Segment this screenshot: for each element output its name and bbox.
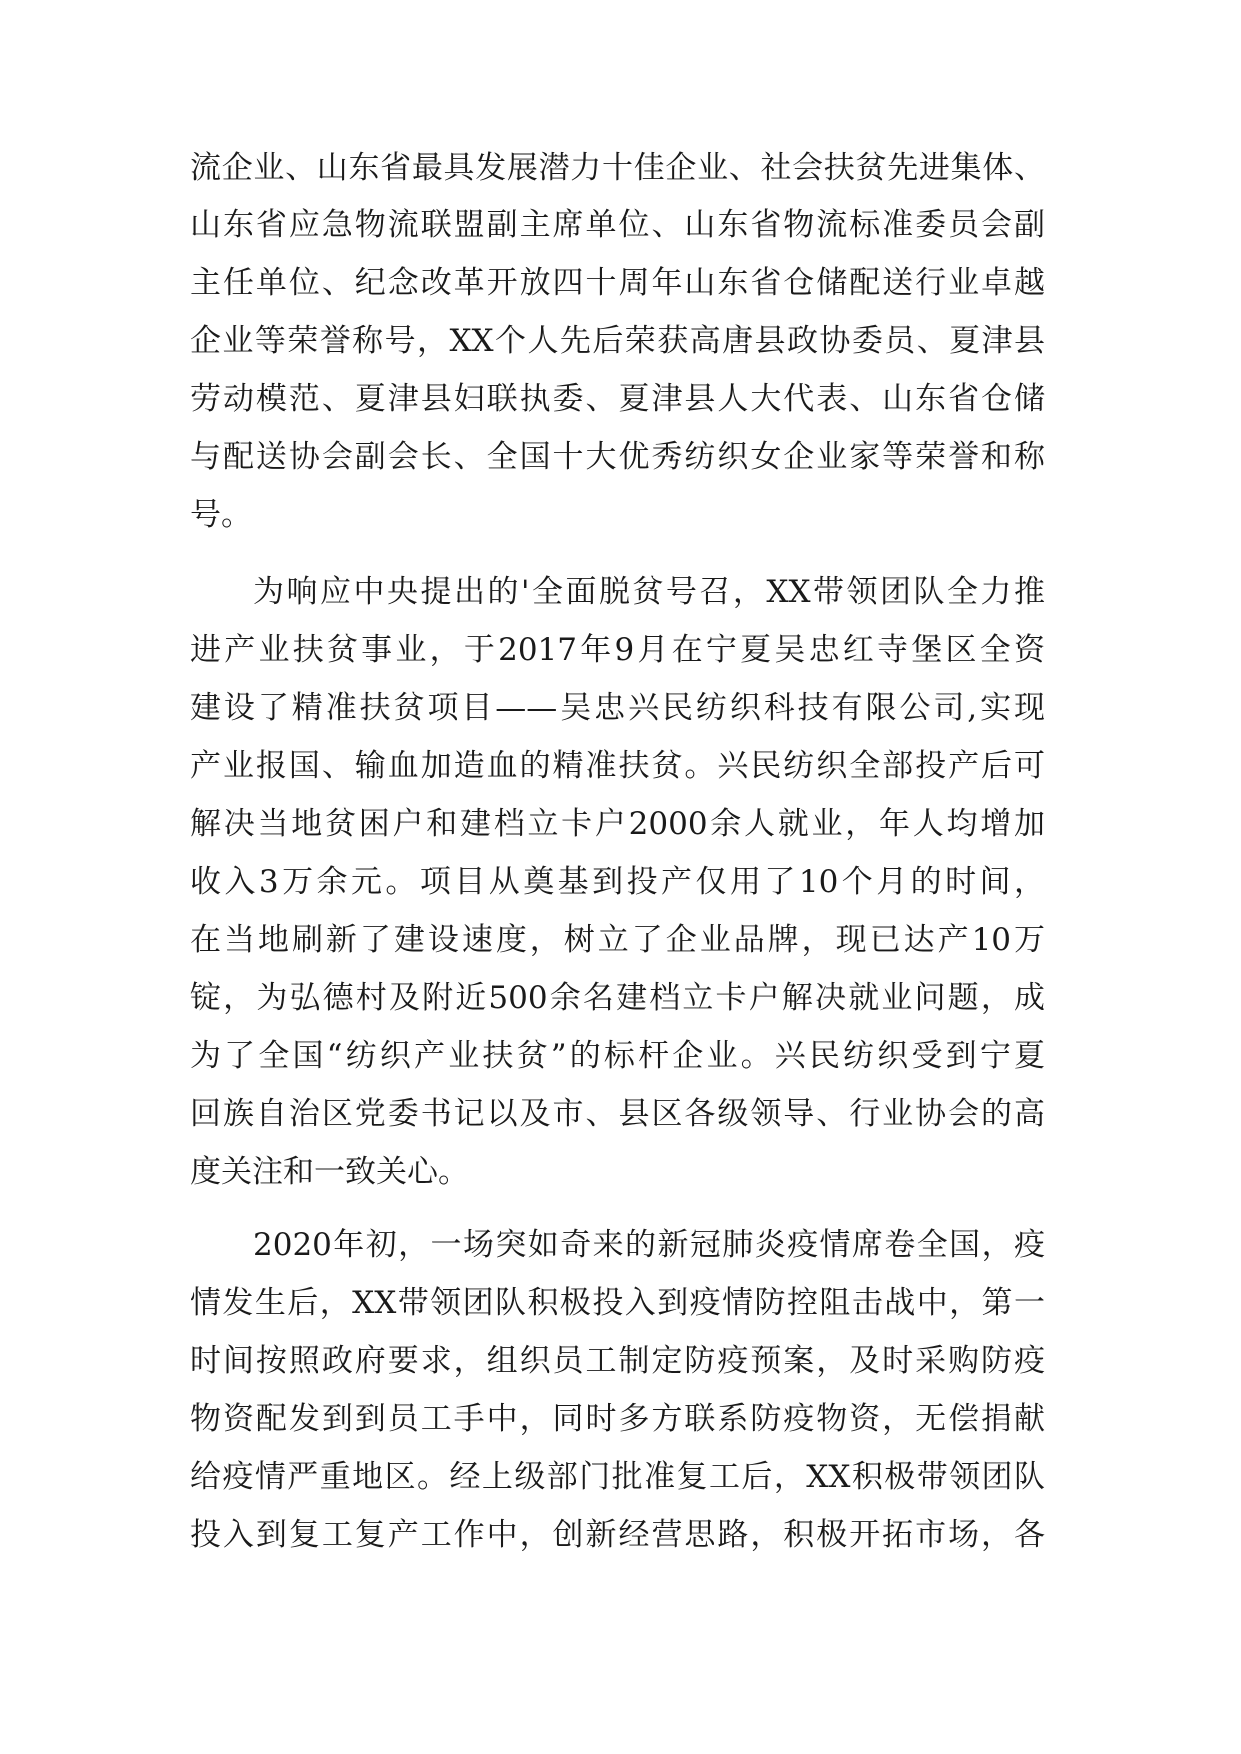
- text-line: 度关注和一致关心。: [190, 1154, 469, 1190]
- text-line: 投入到复工复产工作中，创新经营思路，积极开拓市场，各: [190, 1517, 1045, 1553]
- text-line: 解决当地贫困户和建档立卡户2000余人就业，年人均增加: [190, 806, 1045, 842]
- text-line: 回族自治区党委书记以及市、县区各级领导、行业协会的高: [190, 1096, 1045, 1132]
- text-line: 劳动模范、夏津县妇联执委、夏津县人大代表、山东省仓储: [190, 381, 1045, 417]
- text-line: 锭，为弘德村及附近500余名建档立卡户解决就业问题，成: [190, 980, 1045, 1016]
- text-line: 流企业、山东省最具发展潜力十佳企业、社会扶贫先进集体、: [190, 150, 1045, 186]
- text-line: 情发生后，XX带领团队积极投入到疫情防控阻击战中，第一: [190, 1285, 1045, 1321]
- text-line: 号。: [190, 497, 252, 533]
- text-line: 给疫情严重地区。经上级部门批准复工后，XX积极带领团队: [190, 1459, 1045, 1495]
- text-line: 主任单位、纪念改革开放四十周年山东省仓储配送行业卓越: [190, 265, 1045, 301]
- text-line: 在当地刷新了建设速度，树立了企业品牌，现已达产10万: [190, 922, 1045, 958]
- text-line: 物资配发到到员工手中，同时多方联系防疫物资，无偿捐献: [190, 1401, 1045, 1437]
- text-line: 收入3万余元。项目从奠基到投产仅用了10个月的时间，: [190, 864, 1045, 900]
- text-line: 建设了精准扶贫项目——吴忠兴民纺织科技有限公司,实现: [190, 690, 1045, 726]
- text-line: 进产业扶贫事业，于2017年9月在宁夏吴忠红寺堡区全资: [190, 632, 1045, 668]
- text-line: 产业报国、输血加造血的精准扶贫。兴民纺织全部投产后可: [190, 748, 1045, 784]
- text-line: 为了全国“纺织产业扶贫”的标杆企业。兴民纺织受到宁夏: [190, 1038, 1045, 1074]
- paragraph-first-line: 为响应中央提出的'全面脱贫号召，XX带领团队全力推: [253, 574, 1045, 610]
- text-line: 企业等荣誉称号，XX个人先后荣获高唐县政协委员、夏津县: [190, 323, 1045, 359]
- text-line: 山东省应急物流联盟副主席单位、山东省物流标准委员会副: [190, 207, 1045, 243]
- paragraph-first-line: 2020年初，一场突如奇来的新冠肺炎疫情席卷全国，疫: [253, 1227, 1045, 1263]
- text-line: 与配送协会副会长、全国十大优秀纺织女企业家等荣誉和称: [190, 439, 1045, 475]
- text-line: 时间按照政府要求，组织员工制定防疫预案，及时采购防疫: [190, 1343, 1045, 1379]
